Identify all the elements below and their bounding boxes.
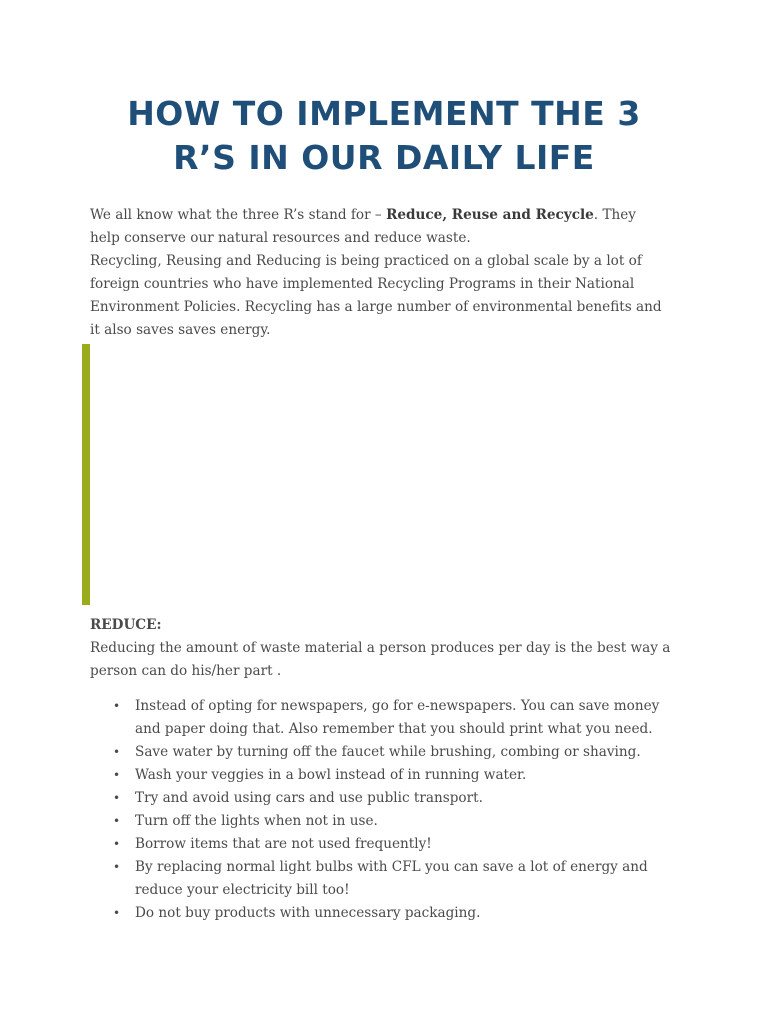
list-item-text: Instead of opting for newspapers, go for e-newspapers. You can save money and paper doing that. Also remember that you should print what you need.	[135, 698, 660, 737]
intro-paragraph-1	[90, 204, 670, 250]
list-item	[90, 856, 680, 902]
bullet-icon: •	[113, 906, 121, 920]
list-item	[90, 764, 680, 787]
intro-bold-three-rs: Reduce, Reuse and Recycle	[386, 207, 594, 223]
list-item-text: Do not buy products with unnecessary packaging.	[135, 905, 481, 921]
list-item	[90, 810, 680, 833]
page-title: HOW TO IMPLEMENT THE 3 R’S IN OUR DAILY LIFE	[127, 94, 641, 177]
accent-bar	[82, 344, 90, 605]
bullet-icon: •	[113, 860, 121, 874]
list-item	[90, 787, 680, 810]
reduce-heading: REDUCE:	[90, 617, 162, 633]
intro-text-after: . They help conserve our natural resources and reduce waste.	[90, 207, 636, 246]
bullet-icon: •	[113, 745, 121, 759]
list-item-text: Turn off the lights when not in use.	[135, 813, 378, 829]
list-item-text: Save water by turning off the faucet while brushing, combing or shaving.	[135, 744, 641, 760]
list-item-text: Borrow items that are not used frequently!	[135, 836, 432, 852]
reduce-intro: Reducing the amount of waste material a person produces per day is the best way a person can do his/her part .	[90, 640, 671, 679]
list-item	[90, 902, 680, 925]
reduce-section	[90, 614, 680, 925]
reduce-tips-list	[90, 695, 680, 925]
list-item-text: By replacing normal light bulbs with CFL you can save a lot of energy and reduce your electricity bill too!	[135, 859, 648, 898]
list-item	[90, 833, 680, 856]
intro-section	[90, 204, 670, 342]
bullet-icon: •	[113, 837, 121, 851]
bullet-icon: •	[113, 699, 121, 713]
bullet-icon: •	[113, 791, 121, 805]
intro-text-before: We all know what the three R’s stand for –	[90, 207, 387, 223]
bullet-icon: •	[113, 814, 121, 828]
bullet-icon: •	[113, 768, 121, 782]
list-item-text: Wash your veggies in a bowl instead of in running water.	[135, 767, 527, 783]
list-item	[90, 695, 680, 741]
list-item-text: Try and avoid using cars and use public transport.	[135, 790, 483, 806]
list-item	[90, 741, 680, 764]
intro-paragraph-2: Recycling, Reusing and Reducing is being practiced on a global scale by a lot of foreign countries who have implemented Recycling Programs in their National Environment Policies. Recycling has a large number of environmental benefits and it also saves saves energy.	[90, 253, 662, 338]
